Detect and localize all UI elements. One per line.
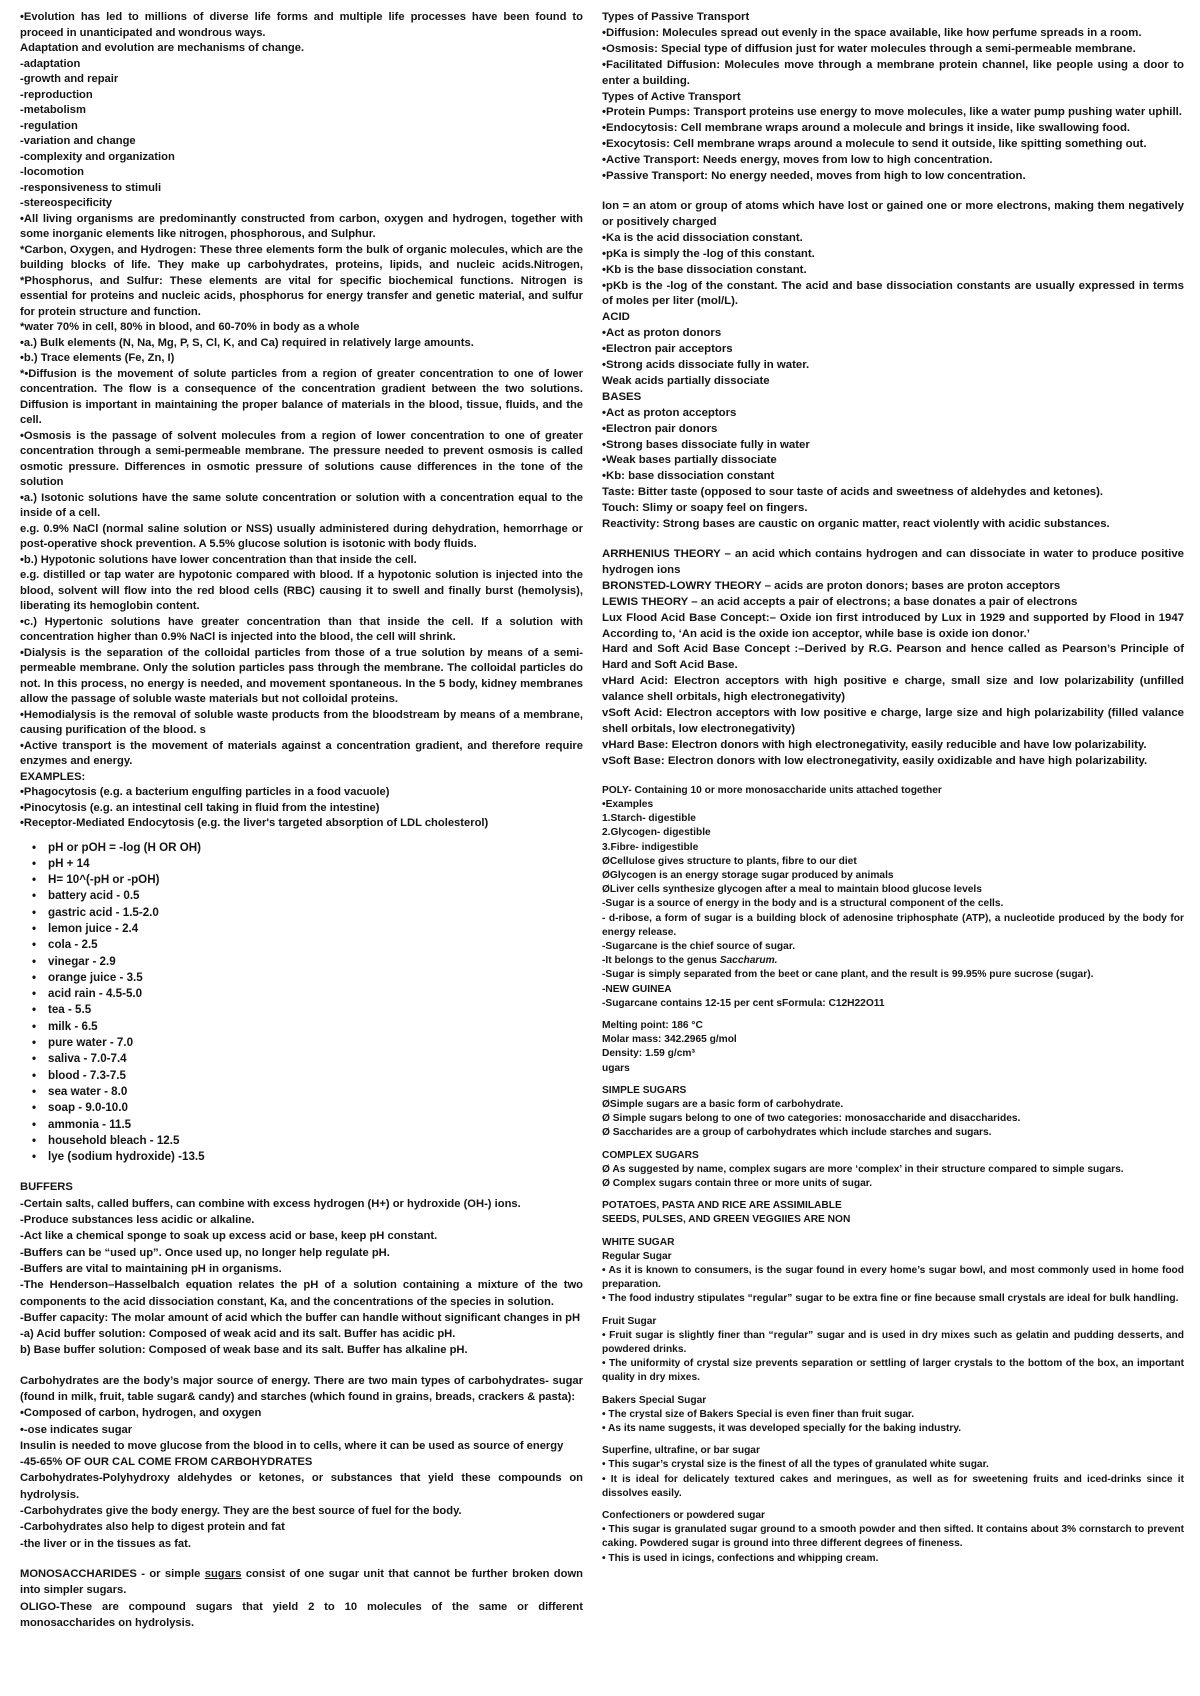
- list-item: • H= 10^(-pH or -pOH): [32, 872, 583, 888]
- text-line: •a.) Bulk elements (N, Na, Mg, P, S, Cl, K, and Ca) required in relatively large amounts.: [20, 336, 474, 349]
- spacer: [602, 1386, 1184, 1394]
- text-line: -Produce substances less acidic or alkaline.: [20, 1214, 255, 1227]
- text-line: • It is ideal for delicately textured cakes and meringues, as well as for sweetening fruits and iced-drinks since it dissolves easily.: [602, 1473, 1184, 1499]
- text-line: -Buffers are vital to maintaining pH in organisms.: [20, 1262, 282, 1275]
- text-line: Hard and Soft Acid Base Concept :–Derived by R.G. Pearson and hence called as Pearson’s Principle of Hard and Soft Acid Base.: [602, 643, 1184, 672]
- spacer: [602, 185, 1184, 199]
- spacer: [602, 1076, 1184, 1084]
- sugar-notes-section: [602, 784, 1184, 1566]
- text-line: vHard Acid: Electron acceptors with high positive e charge, small size and low polarizability (unfilled valance shell orbitals, high electronegativity): [602, 675, 1184, 704]
- section-heading: Types of Passive Transport: [602, 11, 750, 23]
- spacer: [20, 1359, 583, 1373]
- section-heading: ACID: [602, 311, 630, 324]
- list-item: • saliva - 7.0-7.4: [32, 1051, 583, 1067]
- text-line: • This sugar’s crystal size is the finest of all the types of granulated white sugar.: [602, 1459, 989, 1471]
- list-item: • pH or pOH = -log (H OR OH): [32, 840, 583, 856]
- section-heading: COMPLEX SUGARS: [602, 1149, 699, 1161]
- property-line: Density: 1.59 g/cm³: [602, 1048, 695, 1060]
- list-item: • cola - 2.5: [32, 937, 583, 953]
- list-item: • blood - 7.3-7.5: [32, 1068, 583, 1084]
- spacer: [602, 770, 1184, 784]
- text-line: ARRHENIUS THEORY – an acid which contains hydrogen and can dissociate in water to produce positive hydrogen ions: [602, 548, 1184, 576]
- text-line: •Ka is the acid dissociation constant.: [602, 231, 803, 244]
- text-line: 3.Fibre- indigestible: [602, 841, 699, 853]
- text-line: •Composed of carbon, hydrogen, and oxygen: [20, 1407, 262, 1420]
- spacer: [602, 1501, 1184, 1509]
- text-line: •Active Transport: Needs energy, moves from low to high concentration.: [602, 154, 993, 167]
- text-line: •a.) Isotonic solutions have the same solute concentration or solution with a concentration equal to the inside of a cell.: [20, 491, 583, 519]
- spacer: [602, 1228, 1184, 1236]
- buffers-section: [20, 1179, 583, 1358]
- text-line: •Protein Pumps: Transport proteins use energy to move molecules, like a water pump pushing water uphill.: [602, 106, 1182, 119]
- text-line: *Carbon, Oxygen, and Hydrogen: These three elements form the bulk of organic molecules, which are the building blocks of life. They make up carbohydrates, proteins, lipids, and nucleic acids.Nitrogen, *Phosphorus, and Sulfur: These elements are vital for specific biochemical functions. Nitrogen is essential for proteins and nucleic acids, phosphorus for energy transfer and genetic material, and sulfur for protein structure and function.: [20, 243, 583, 318]
- text-line: -stereospecificity: [20, 197, 113, 209]
- text-line: Carbohydrates are the body’s major source of energy. There are two main types of carbohydrates- sugar (found in milk, fruit, table sugar& candy) and starches (which found in grains, breads, crackers & pasta):: [20, 1374, 583, 1403]
- text-line: [602, 954, 1184, 968]
- text-line: •Kb: base dissociation constant: [602, 470, 775, 483]
- text-line: •Evolution has led to millions of diverse life forms and multiple life processes have been found to proceed in unanticipated and wondrous ways.: [20, 11, 583, 39]
- sub-heading: Regular Sugar: [602, 1250, 672, 1262]
- spacer: [602, 1436, 1184, 1444]
- section-heading: BASES: [602, 390, 642, 403]
- text-line: •c.) Hypertonic solutions have greater concentration than that inside the cell. If a solution with concentration higher than 0.9% NaCl is injected into the blood, the cell will shrink.: [20, 615, 583, 643]
- text-line: Taste: Bitter taste (opposed to sour taste of acids and sweetness of aldehydes and ketones).: [602, 486, 1104, 499]
- text-line: •Receptor-Mediated Endocytosis (e.g. the liver's targeted absorption of LDL cholesterol): [20, 817, 489, 829]
- text-line: Touch: Slimy or soapy feel on fingers.: [602, 502, 808, 515]
- text-line: -variation and change: [20, 135, 136, 147]
- text-line: -Sugar is a source of energy in the body and is a structural component of the cells.: [602, 898, 1004, 910]
- text-line: EXAMPLES:: [20, 770, 86, 783]
- list-item: • lye (sodium hydroxide) -13.5: [32, 1149, 583, 1165]
- text-line: POTATOES, PASTA AND RICE ARE ASSIMILABLE: [602, 1200, 842, 1212]
- text-line: • This sugar is granulated sugar ground to a smooth powder and then sifted. It contains about 3% cornstarch to prevent caking. Powdered sugar is ground into three different degrees of fineness.: [602, 1524, 1184, 1550]
- list-item: • battery acid - 0.5: [32, 888, 583, 904]
- text-line: Ø Complex sugars contain three or more units of sugar.: [602, 1177, 873, 1189]
- text-line: Weak acids partially dissociate: [602, 374, 770, 387]
- spacer: [602, 1307, 1184, 1315]
- acid-base-theories-section: [602, 547, 1184, 770]
- text-line: - d-ribose, a form of sugar is a building block of adenosine triphosphate (ATP), a nucleotide produced by the body for energy release.: [602, 912, 1184, 938]
- left-column: [20, 10, 583, 1631]
- carbohydrates-section: [20, 1373, 583, 1552]
- mono-text: MONOSACCHARIDES - or simple: [20, 1567, 205, 1580]
- ph-list: [32, 840, 583, 1166]
- text-line: -the liver or in the tissues as fat.: [20, 1537, 191, 1550]
- spacer: [602, 1141, 1184, 1149]
- sub-heading: Bakers Special Sugar: [602, 1394, 707, 1406]
- text-line: •b.) Trace elements (Fe, Zn, I): [20, 352, 175, 364]
- spacer: [602, 1011, 1184, 1019]
- text-line: ØCellulose gives structure to plants, fibre to our diet: [602, 855, 857, 867]
- text-line: Lux Flood Acid Base Concept:– Oxide ion first introduced by Lux in 1929 and supported by Flood in 1947 According to, ‘An acid is the oxide ion acceptor, while base is oxide ion donor.’: [602, 611, 1184, 640]
- biology-notes-section: [20, 10, 583, 832]
- text-line: •Dialysis is the separation of the colloidal particles from those of a true solution by means of a semi-permeable membrane. Only the solution particles pass through the membrane. The colloidal particles do not. In this process, no energy is needed, and movement spontaneous. In the 5 body, kidney membranes allow the passage of soluble waste materials but not colloidal proteins.: [20, 646, 583, 705]
- mono-underlined: sugars: [204, 1567, 242, 1580]
- text-line: vHard Base: Electron donors with high electronegativity, easily reducible and have low polarizability.: [602, 738, 1147, 751]
- text-line: -regulation: [20, 119, 78, 132]
- text-line: -NEW GUINEA: [602, 983, 672, 995]
- text-line: •-ose indicates sugar: [20, 1423, 133, 1436]
- text-line: -Sugar is simply separated from the beet or cane plant, and the result is 99.95% pure sucrose (sugar).: [602, 969, 1094, 981]
- text-line: Ø As suggested by name, complex sugars are more ‘complex’ in their structure compared to simple sugars.: [602, 1163, 1124, 1175]
- text-line: •Passive Transport: No energy needed, moves from high to low concentration.: [602, 170, 1026, 183]
- text-line: Insulin is needed to move glucose from the blood in to cells, where it can be used as source of energy: [20, 1439, 564, 1452]
- text-line: -a) Acid buffer solution: Composed of weak acid and its salt. Buffer has acidic pH.: [20, 1328, 456, 1341]
- list-item: • vinegar - 2.9: [32, 954, 583, 970]
- list-item: • soap - 9.0-10.0: [32, 1100, 583, 1116]
- text-line: •Hemodialysis is the removal of soluble waste products from the bloodstream by means of a membrane, causing purification of the blood. s: [20, 708, 583, 736]
- sub-heading: Superfine, ultrafine, or bar sugar: [602, 1445, 760, 1457]
- list-item: • household bleach - 12.5: [32, 1133, 583, 1149]
- list-item: • milk - 6.5: [32, 1019, 583, 1035]
- list-item: • acid rain - 4.5-5.0: [32, 986, 583, 1002]
- list-item: • pH + 14: [32, 856, 583, 872]
- spacer: [20, 832, 583, 840]
- text-line: •pKa is simply the -log of this constant.: [602, 247, 815, 260]
- text-line: b) Base buffer solution: Composed of weak base and its salt. Buffer has alkaline pH.: [20, 1344, 468, 1357]
- text-line: •Pinocytosis (e.g. an intestinal cell taking in fluid from the intestine): [20, 801, 380, 814]
- text-line: •b.) Hypotonic solutions have lower concentration than that inside the cell.: [20, 553, 417, 566]
- sub-heading: Fruit Sugar: [602, 1315, 657, 1327]
- sub-heading: Confectioners or powdered sugar: [602, 1510, 766, 1522]
- text-line: LEWIS THEORY – an acid accepts a pair of electrons; a base donates a pair of electrons: [602, 595, 1078, 608]
- list-item: • orange juice - 3.5: [32, 970, 583, 986]
- text-line: Ion = an atom or group of atoms which have lost or gained one or more electrons, making them negatively or positively charged: [602, 199, 1184, 228]
- text-line: -Buffers can be “used up”. Once used up, no longer help regulate pH.: [20, 1246, 390, 1259]
- text-line: -growth and repair: [20, 73, 119, 85]
- text-line: •All living organisms are predominantly constructed from carbon, oxygen and hydrogen, together with some inorganic elements like nitrogen, phosphorous, and Sulphur.: [20, 212, 583, 240]
- text-line: •Act as proton acceptors: [602, 406, 737, 419]
- section-heading: Types of Active Transport: [602, 90, 741, 103]
- section-heading: WHITE SUGAR: [602, 1236, 675, 1248]
- spacer: [20, 1552, 583, 1566]
- text-line: •Examples: [602, 798, 654, 810]
- text-line: -Carbohydrates give the body energy. They are the best source of fuel for the body.: [20, 1505, 462, 1518]
- transport-section: [602, 10, 1184, 185]
- text-line: -locomotion: [20, 166, 85, 178]
- text-line: BRONSTED-LOWRY THEORY – acids are proton donors; bases are proton acceptors: [602, 579, 1061, 592]
- text-line: •Osmosis: Special type of diffusion just for water molecules through a semi-permeable membrane.: [602, 42, 1136, 55]
- list-item: • lemon juice - 2.4: [32, 921, 583, 937]
- text-line: vSoft Acid: Electron acceptors with low positive e charge, large size and high polarizability (filled valance shell orbitals, low electronegativity): [602, 707, 1184, 735]
- spacer: [602, 1191, 1184, 1199]
- text-line: •Exocytosis: Cell membrane wraps around a molecule to send it outside, like spitting something out.: [602, 138, 1147, 151]
- right-column: [602, 10, 1184, 1566]
- text-line: ugars: [602, 1062, 630, 1074]
- text-line: •Electron pair donors: [602, 422, 718, 435]
- text-line: •Strong bases dissociate fully in water: [602, 438, 810, 451]
- text-line: -Buffer capacity: The molar amount of acid which the buffer can handle without significant changes in pH: [20, 1311, 581, 1324]
- text-line: Ø Saccharides are a group of carbohydrates which include starches and sugars.: [602, 1127, 992, 1139]
- text-line: •Weak bases partially dissociate: [602, 454, 777, 467]
- mono-text-end: consist of one sugar unit that cannot be further broken down into simpler sugars.: [20, 1567, 584, 1597]
- list-item: • sea water - 8.0: [32, 1084, 583, 1100]
- text-line: •Active transport is the movement of materials against a concentration gradient, and therefore require enzymes and energy.: [20, 739, 583, 767]
- text-line: -responsiveness to stimuli: [20, 181, 162, 194]
- text-line: •Electron pair acceptors: [602, 343, 733, 356]
- text-line: • The uniformity of crystal size prevents separation or settling of larger crystals to the bottom of the box, an important quality in dry mixes.: [602, 1358, 1184, 1384]
- text-line: vSoft Base: Electron donors with low electronegativity, easily oxidizable and have high polarizability.: [602, 754, 1148, 767]
- text-line: -adaptation: [20, 57, 81, 70]
- text-line: -complexity and organization: [20, 150, 175, 163]
- text-line: -45-65% OF OUR CAL COME FROM CARBOHYDRATES: [20, 1456, 313, 1469]
- text-line: Adaptation and evolution are mechanisms of change.: [20, 42, 305, 54]
- text-line: -The Henderson–Hasselbalch equation relates the pH of a solution containing a mixture of the two components to the acid dissociation constant, Ka, and the concentrations of the species in solution.: [20, 1279, 583, 1308]
- text-line: [20, 1566, 583, 1599]
- text-line: • As it is known to consumers, is the sugar found in every home’s sugar bowl, and most commonly used in home food preparation.: [602, 1264, 1184, 1291]
- text-line: •pKb is the -log of the constant. The acid and base dissociation constants are usually expressed in terms of moles per liter (mol/L).: [602, 279, 1184, 308]
- spacer: [20, 1165, 583, 1179]
- text-line: •Diffusion: Molecules spread out evenly in the space available, like how perfume spreads in a room.: [602, 26, 1142, 39]
- text-line: e.g. distilled or tap water are hypotonic compared with blood. If a hypotonic solution is injected into the blood, solvent will flow into the red blood cells (RBC) causing it to swell and finally burst (hemolysis), liberating its hemoglobin content.: [20, 569, 583, 612]
- list-item: • ammonia - 11.5: [32, 1117, 583, 1133]
- list-item: • gastric acid - 1.5-2.0: [32, 905, 583, 921]
- list-item: • tea - 5.5: [32, 1002, 583, 1018]
- list-item: • pure water - 7.0: [32, 1035, 583, 1051]
- text-line: •Strong acids dissociate fully in water.: [602, 359, 810, 372]
- spacer: [602, 533, 1184, 547]
- text-line: -Sugarcane contains 12-15 per cent sFormula: C12H22O11: [602, 997, 885, 1009]
- text-line: •Phagocytosis (e.g. a bacterium engulfing particles in a food vacuole): [20, 786, 390, 798]
- section-heading: SIMPLE SUGARS: [602, 1084, 687, 1096]
- text-line: -Act like a chemical sponge to soak up excess acid or base, keep pH constant.: [20, 1230, 438, 1243]
- text-line: •Osmosis is the passage of solvent molecules from a region of lower concentration to one of greater concentration through a semi-permeable membrane. The pressure needed to prevent osmosis is called osmotic pressure. Differences in osmotic pressure of solutions cause differences in the tone of the solution: [20, 429, 583, 488]
- text-line: *water 70% in cell, 80% in blood, and 60-70% in body as a whole: [20, 321, 360, 333]
- text-line: e.g. 0.9% NaCl (normal saline solution or NSS) usually administered during dehydration, hemorrhage or post-operative shock prevention. A 5.5% glucose solution is isotonic with body fluids.: [20, 522, 583, 550]
- genus-text: -It belongs to the genus: [602, 955, 720, 967]
- text-line: •Endocytosis: Cell membrane wraps around a molecule and brings it inside, like swallowing food.: [602, 122, 1131, 135]
- text-line: •Act as proton donors: [602, 327, 722, 340]
- text-line: *•Diffusion is the movement of solute particles from a region of greater concentration to one of lower concentration. The flow is a consequence of the concentration gradient between the two solutions. Diffusion is important in maintaining the proper balance of materials in the blood, tissue, fluids, and the cell.: [20, 367, 583, 426]
- text-line: Reactivity: Strong bases are caustic on organic matter, react violently with acidic substances.: [602, 518, 1110, 531]
- section-heading: BUFFERS: [20, 1181, 73, 1194]
- text-line: SEEDS, PULSES, AND GREEN VEGGIIES ARE NON: [602, 1214, 851, 1226]
- saccharides-section: [20, 1566, 583, 1631]
- text-line: • Fruit sugar is slightly finer than “regular” sugar and is used in dry mixes such as gelatin and pudding desserts, and powdered drinks.: [602, 1329, 1184, 1355]
- text-line: •Facilitated Diffusion: Molecules move through a membrane protein channel, like people using a door to enter a building.: [602, 58, 1184, 87]
- text-line: -Carbohydrates also help to digest protein and fat: [20, 1521, 285, 1534]
- genus-name: Saccharum.: [719, 955, 778, 967]
- text-line: • The crystal size of Bakers Special is even finer than fruit sugar.: [602, 1408, 915, 1420]
- text-line: OLIGO-These are compound sugars that yield 2 to 10 molecules of the same or different monosaccharides on hydrolysis.: [20, 1600, 583, 1629]
- text-line: -Sugarcane is the chief source of sugar.: [602, 940, 796, 952]
- text-line: -reproduction: [20, 88, 93, 101]
- text-line: • The food industry stipulates “regular” sugar to be extra fine or fine because small crystals are ideal for bulk handling.: [602, 1293, 1179, 1305]
- text-line: • This is used in icings, confections and whipping cream.: [602, 1552, 879, 1564]
- property-line: Melting point: 186 °C: [602, 1019, 703, 1031]
- text-line: ØGlycogen is an energy storage sugar produced by animals: [602, 869, 894, 881]
- text-line: Carbohydrates-Polyhydroxy aldehydes or ketones, or substances that yield these compounds on hydrolysis.: [20, 1472, 583, 1501]
- text-line: -metabolism: [20, 104, 86, 116]
- text-line: 2.Glycogen- digestible: [602, 827, 711, 839]
- text-line: 1.Starch- digestible: [602, 813, 696, 825]
- ions-section: [602, 199, 1184, 533]
- text-line: ØSimple sugars are a basic form of carbohydrate.: [602, 1098, 844, 1110]
- text-line: • As its name suggests, it was developed specially for the baking industry.: [602, 1423, 962, 1435]
- property-line: Molar mass: 342.2965 g/mol: [602, 1034, 737, 1046]
- text-line: •Kb is the base dissociation constant.: [602, 263, 807, 276]
- text-line: POLY- Containing 10 or more monosaccharide units attached together: [602, 784, 942, 796]
- text-line: -Certain salts, called buffers, can combine with excess hydrogen (H+) or hydroxide (OH-) ions.: [20, 1197, 521, 1210]
- text-line: Ø Simple sugars belong to one of two categories: monosaccharide and disaccharides.: [602, 1113, 1021, 1125]
- text-line: ØLiver cells synthesize glycogen after a meal to maintain blood glucose levels: [602, 884, 982, 896]
